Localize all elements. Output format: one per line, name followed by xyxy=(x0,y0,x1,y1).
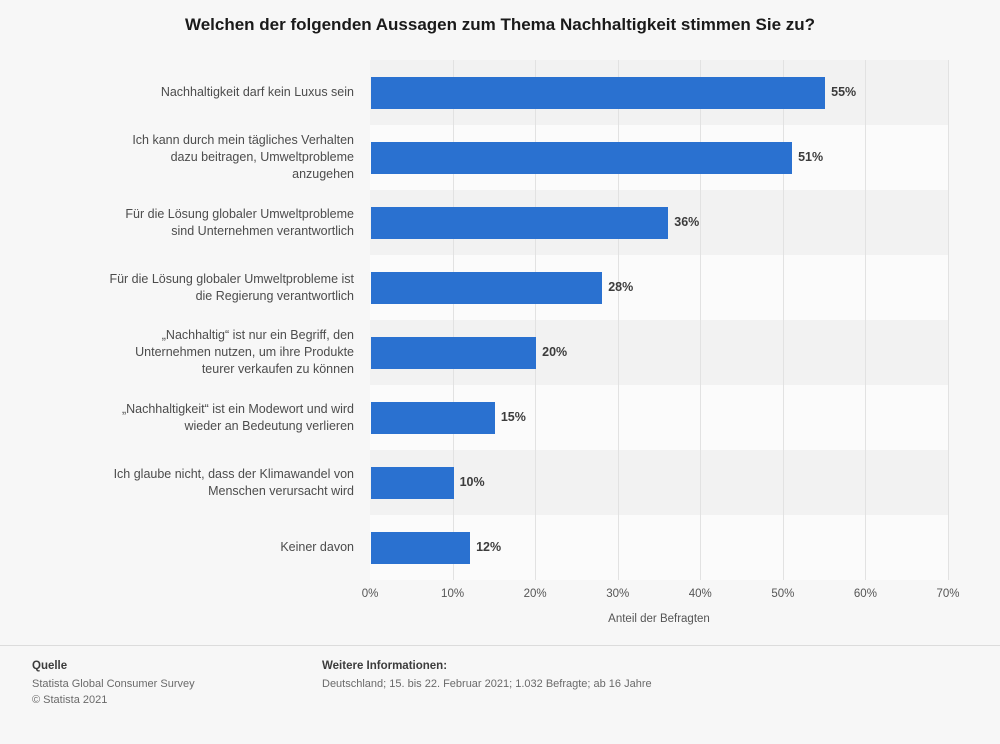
category-label xyxy=(10,190,362,255)
category-label-text xyxy=(10,271,362,305)
bar xyxy=(371,402,495,434)
info-heading: Weitere Informationen: xyxy=(322,660,448,672)
category-label xyxy=(10,125,362,190)
gridline xyxy=(700,60,701,580)
category-label-line: sind Unternehmen verantwortlich xyxy=(171,223,354,238)
category-label-line: dazu beitragen, Umweltprobleme xyxy=(170,150,354,165)
x-tick-label: 50% xyxy=(771,588,795,600)
page-title: Welchen der folgenden Aussagen zum Thema Nachhaltigkeit stimmen Sie zu? xyxy=(184,15,816,34)
gridline xyxy=(453,60,454,580)
gridline xyxy=(948,60,949,580)
category-label-line: teurer verkaufen zu können xyxy=(201,361,354,376)
source-block xyxy=(32,660,302,709)
x-tick-label: 60% xyxy=(853,588,877,600)
gridline xyxy=(783,60,784,580)
chart-area xyxy=(0,52,1000,637)
plot-region xyxy=(370,60,948,580)
category-label-line: „Nachhaltig“ ist nur ein Begriff, den xyxy=(161,328,354,343)
bar xyxy=(371,337,536,369)
bar xyxy=(371,467,454,499)
x-tick-label: 70% xyxy=(936,588,960,600)
x-tick-label: 10% xyxy=(441,588,465,600)
category-label-line: anzugehen xyxy=(292,166,354,181)
copyright: © Statista 2021 xyxy=(32,693,108,706)
category-label-line: Ich kann durch mein tägliches Verhalten xyxy=(132,133,354,148)
bar xyxy=(371,532,470,564)
bar-value-label: 12% xyxy=(476,539,502,554)
bar-value-label: 10% xyxy=(459,474,485,489)
bar xyxy=(371,142,792,174)
category-labels xyxy=(10,60,362,580)
category-label-line: Ich glaube nicht, dass der Klimawandel von xyxy=(113,466,354,481)
info-block xyxy=(322,660,962,693)
bar-value-label: 55% xyxy=(831,84,857,99)
bar-value-label: 51% xyxy=(798,149,824,164)
category-label-text xyxy=(10,539,362,556)
category-label-line: Für die Lösung globaler Umweltprobleme ist xyxy=(109,271,354,286)
gridline xyxy=(535,60,536,580)
category-label-line: Unternehmen nutzen, um ihre Produkte xyxy=(135,345,354,360)
bar-value-label: 15% xyxy=(500,409,526,424)
category-label-text xyxy=(10,327,362,378)
category-label-line: Für die Lösung globaler Umweltprobleme xyxy=(125,206,354,221)
bar-value-label: 36% xyxy=(674,214,700,229)
x-tick-label: 30% xyxy=(606,588,630,600)
x-axis-title: Anteil der Befragten xyxy=(608,613,710,625)
category-label-line: Keiner davon xyxy=(280,540,354,555)
chart-row-band xyxy=(370,450,948,515)
category-label-line: „Nachhaltigkeit“ ist ein Modewort und wird xyxy=(121,401,354,416)
category-label-line: wieder an Bedeutung verlieren xyxy=(184,418,354,433)
category-label-text xyxy=(10,132,362,183)
bar xyxy=(371,207,668,239)
info-details: Deutschland; 15. bis 22. Februar 2021; 1.032 Befragte; ab 16 Jahre xyxy=(322,678,652,690)
category-label-line: Menschen verursacht wird xyxy=(208,483,354,498)
category-label-line: die Regierung verantwortlich xyxy=(195,288,354,303)
x-tick-label: 0% xyxy=(361,588,379,600)
category-label xyxy=(10,515,362,580)
gridline xyxy=(618,60,619,580)
category-label-text xyxy=(10,84,362,101)
category-label-text xyxy=(10,401,362,435)
category-label xyxy=(10,60,362,125)
category-label-text xyxy=(10,206,362,240)
category-label xyxy=(10,255,362,320)
bar xyxy=(371,77,825,109)
bar-value-label: 28% xyxy=(608,279,634,294)
category-label xyxy=(10,450,362,515)
category-label xyxy=(10,385,362,450)
bar-value-label: 20% xyxy=(542,344,568,359)
x-tick-label: 40% xyxy=(688,588,712,600)
bar xyxy=(371,272,602,304)
category-label-text xyxy=(10,466,362,500)
gridline xyxy=(865,60,866,580)
category-label xyxy=(10,320,362,385)
source-heading: Quelle xyxy=(32,660,68,672)
source-name: Statista Global Consumer Survey xyxy=(32,678,195,690)
chart-footer xyxy=(0,645,1000,744)
category-label-line: Nachhaltigkeit darf kein Luxus sein xyxy=(160,85,354,100)
x-tick-label: 20% xyxy=(523,588,547,600)
